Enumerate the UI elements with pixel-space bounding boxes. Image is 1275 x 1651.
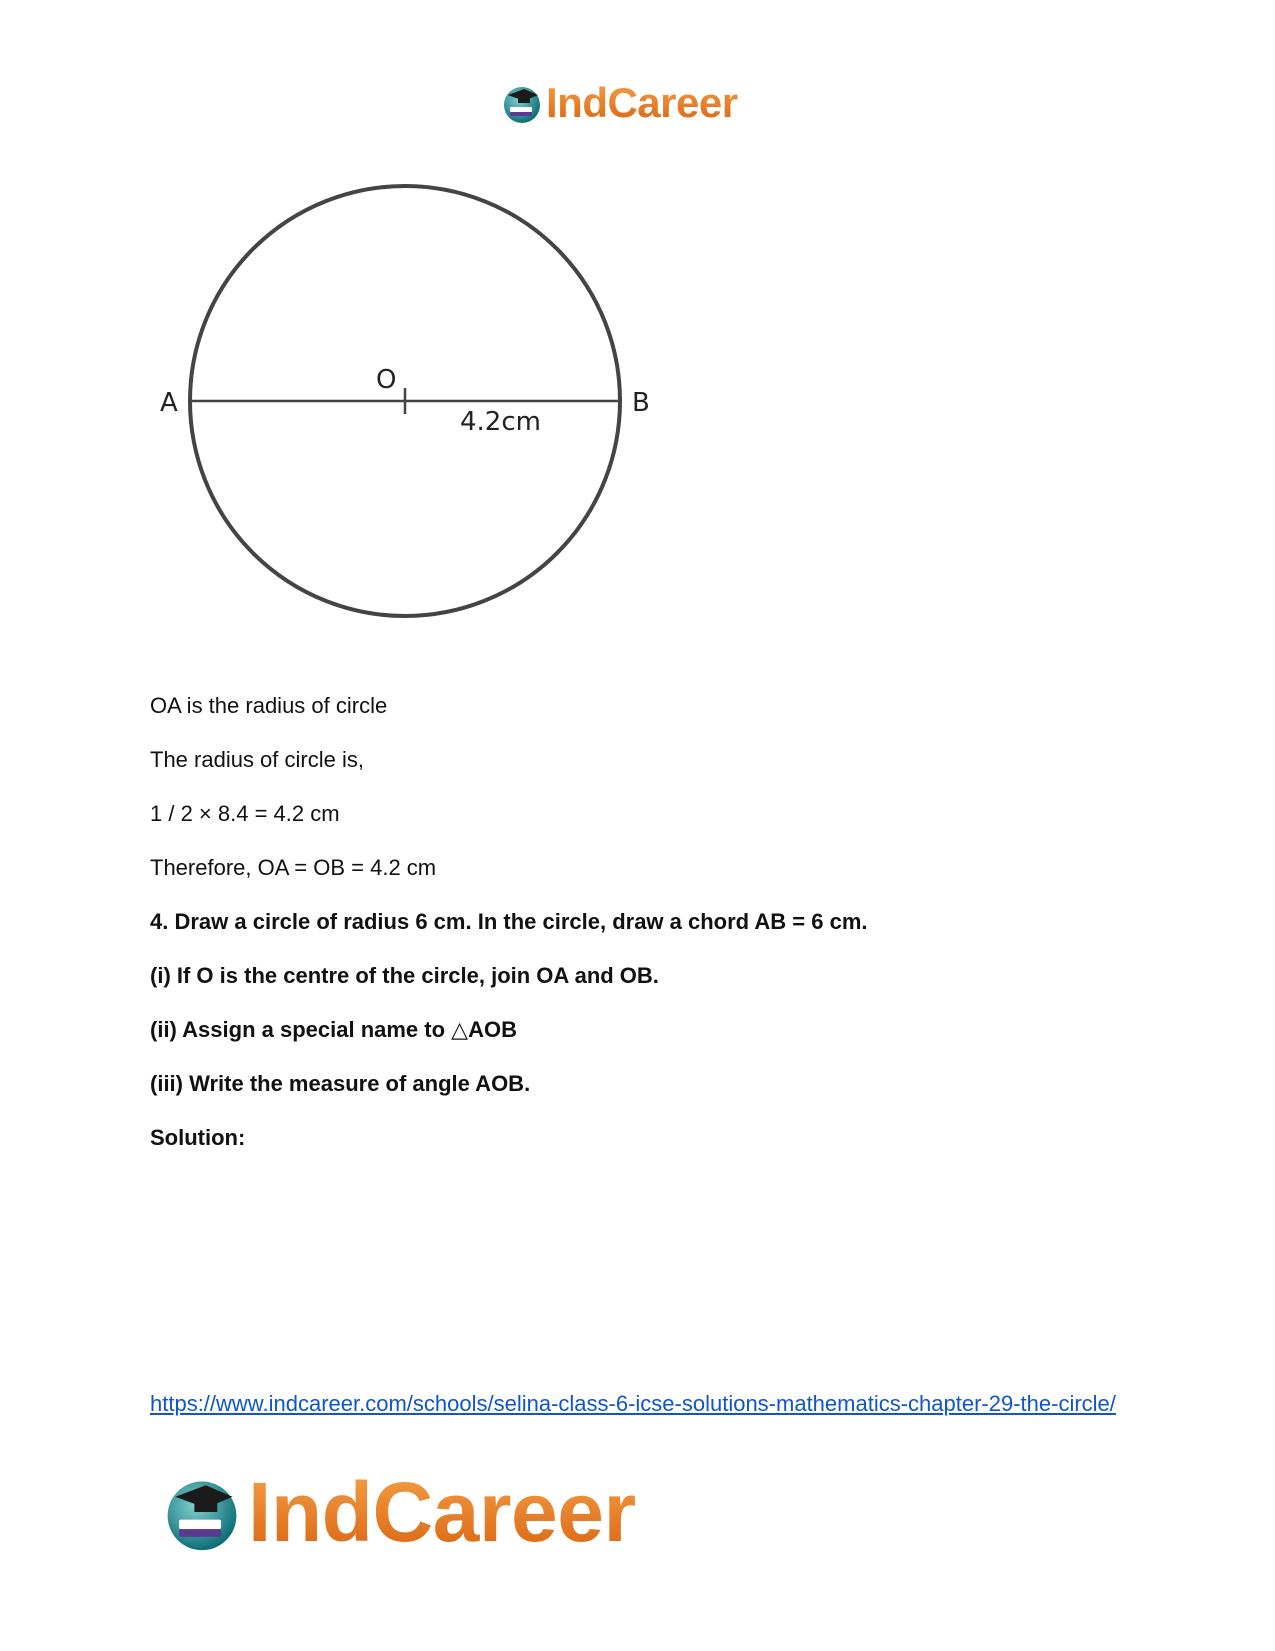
- question-part-1: (i) If O is the centre of the circle, join OA and OB.: [150, 963, 659, 988]
- label-b: B: [632, 388, 650, 418]
- header-logo: [500, 78, 738, 128]
- graduation-cap-globe-icon: [160, 1470, 244, 1554]
- question-part-2: (ii) Assign a special name to △AOB: [150, 1017, 517, 1042]
- label-a: A: [160, 388, 178, 418]
- footer-logo: [160, 1462, 636, 1562]
- label-o: O: [376, 365, 397, 395]
- radius-label: 4.2cm: [460, 407, 541, 437]
- source-link[interactable]: https://www.indcareer.com/schools/selina-class-6-icse-solutions-mathematics-chapter-29-the-circle/: [150, 1391, 1116, 1416]
- text-line-2: The radius of circle is,: [150, 747, 364, 772]
- graduation-cap-globe-icon: [500, 81, 544, 125]
- question-part-3: (iii) Write the measure of angle AOB.: [150, 1071, 531, 1096]
- text-line-1: OA is the radius of circle: [150, 693, 388, 718]
- text-line-4: Therefore, OA = OB = 4.2 cm: [150, 855, 437, 880]
- text-line-3: 1 / 2 × 8.4 = 4.2 cm: [150, 801, 340, 826]
- solution-label: Solution:: [150, 1125, 246, 1150]
- circle-diagram: [150, 180, 670, 640]
- question-heading: 4. Draw a circle of radius 6 cm. In the circle, draw a chord AB = 6 cm.: [150, 909, 868, 934]
- logo-text: IndCareer: [546, 79, 738, 126]
- logo-text: IndCareer: [248, 1464, 636, 1559]
